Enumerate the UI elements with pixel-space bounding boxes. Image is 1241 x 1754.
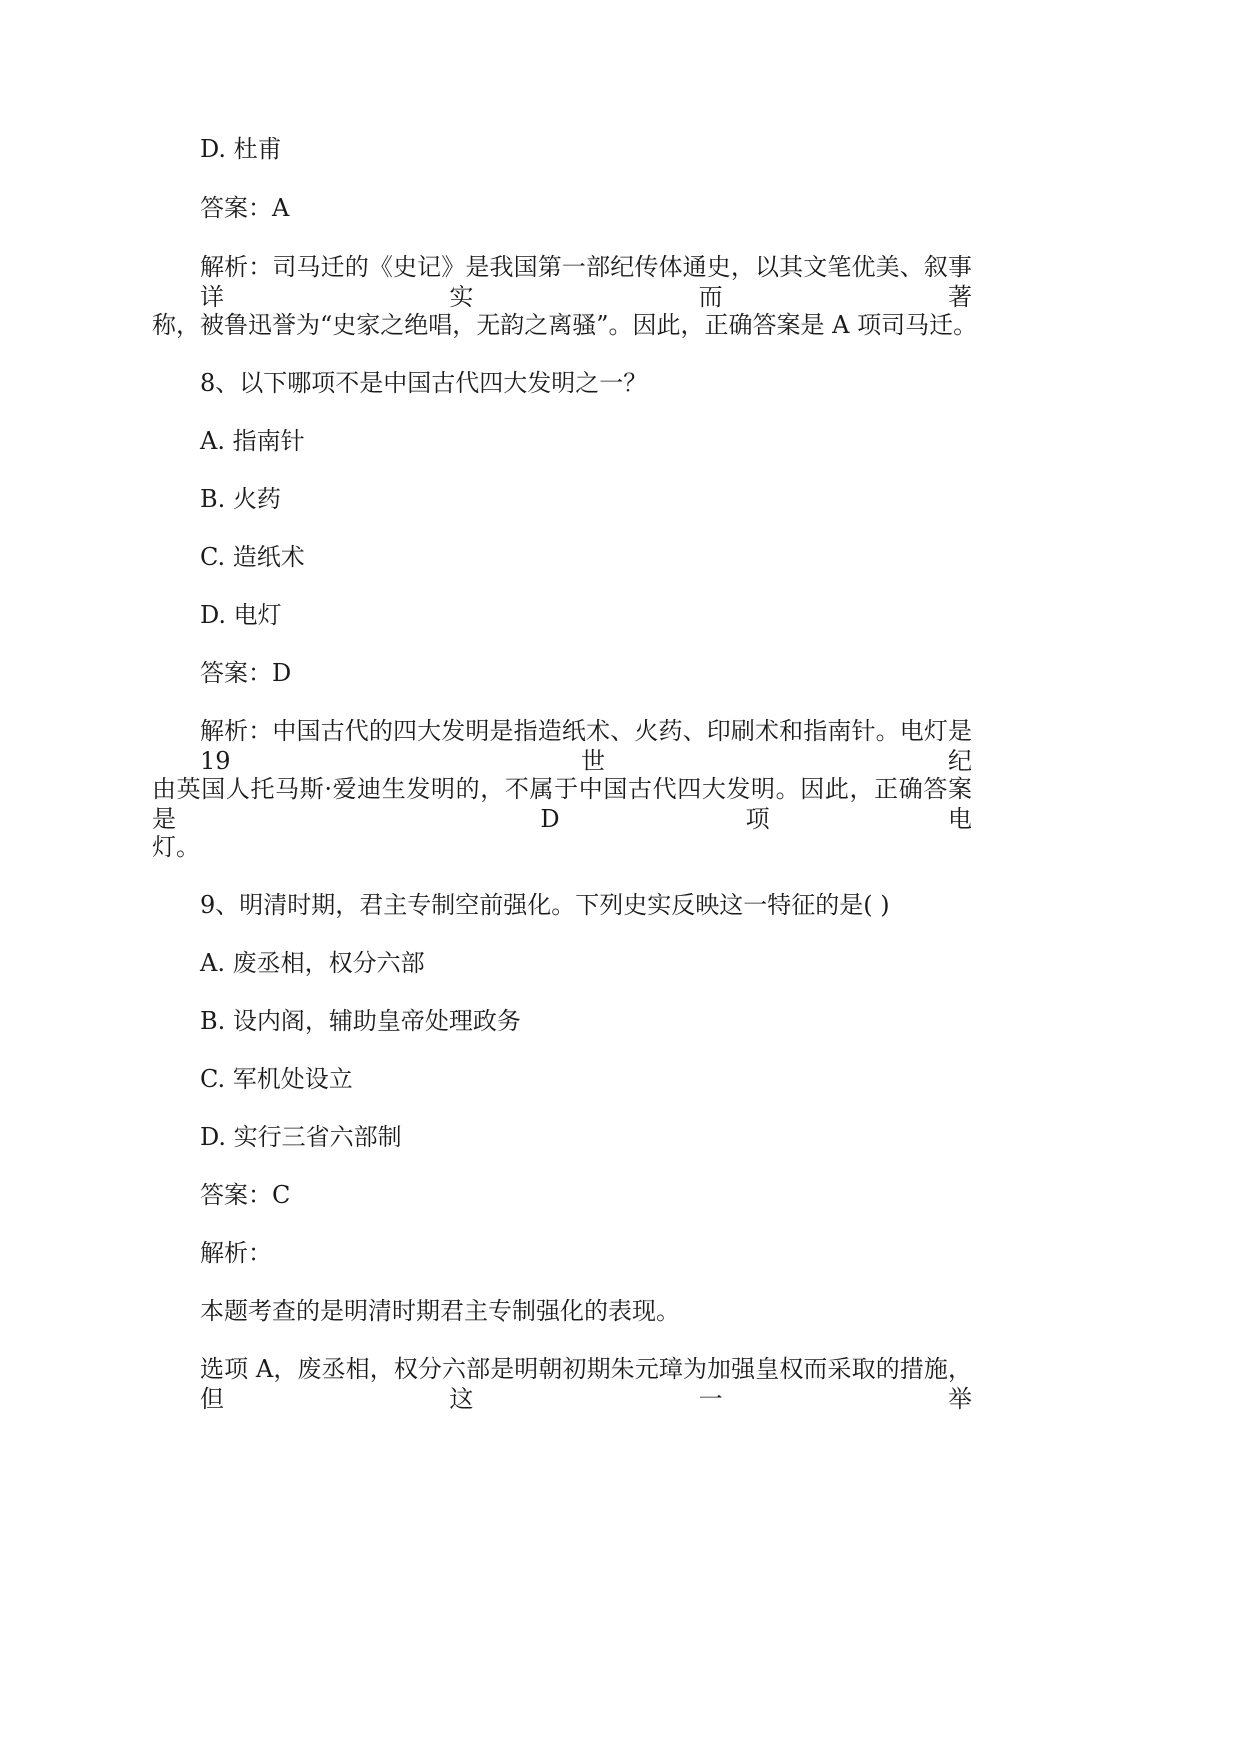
explanation-q9-label: 解析： bbox=[200, 1239, 272, 1267]
explanation-q7-line1: 解析：司马迁的《史记》是我国第一部纪传体通史，以其文笔优美、叙事详实而著 bbox=[200, 253, 972, 311]
answer-q7: 答案：A bbox=[200, 194, 290, 222]
answer-q9: 答案：C bbox=[200, 1181, 291, 1209]
explanation-q8-line1: 解析：中国古代的四大发明是指造纸术、火药、印刷术和指南针。电灯是 19 世纪 bbox=[200, 717, 972, 775]
explanation-q9-line2: 选项 A，废丞相，权分六部是明朝初期朱元璋为加强皇权而采取的措施，但这一举 bbox=[200, 1355, 972, 1413]
option-c-q8: C. 造纸术 bbox=[200, 543, 305, 571]
option-b-q8: B. 火药 bbox=[200, 485, 281, 513]
option-d-q9: D. 实行三省六部制 bbox=[200, 1123, 402, 1151]
option-c-q9: C. 军机处设立 bbox=[200, 1065, 353, 1093]
question-9: 9、明清时期，君主专制空前强化。下列史实反映这一特征的是( ) bbox=[200, 891, 890, 919]
option-a-q8: A. 指南针 bbox=[200, 427, 305, 455]
explanation-q8-line3: 灯。 bbox=[152, 833, 200, 861]
option-d-q8: D. 电灯 bbox=[200, 601, 282, 629]
option-b-q9: B. 设内阁，辅助皇帝处理政务 bbox=[200, 1007, 521, 1035]
explanation-q8-line2: 由英国人托马斯·爱迪生发明的，不属于中国古代四大发明。因此，正确答案是 D 项电 bbox=[152, 775, 972, 833]
question-8: 8、以下哪项不是中国古代四大发明之一？ bbox=[200, 369, 648, 397]
answer-q8: 答案：D bbox=[200, 659, 292, 687]
option-a-q9: A. 废丞相，权分六部 bbox=[200, 949, 425, 977]
explanation-q9-line1: 本题考查的是明清时期君主专制强化的表现。 bbox=[200, 1297, 680, 1325]
explanation-q7-line2: 称，被鲁迅誉为“史家之绝唱，无韵之离骚”。因此，正确答案是 A 项司马迁。 bbox=[152, 311, 978, 339]
option-d-q7: D. 杜甫 bbox=[200, 135, 282, 163]
